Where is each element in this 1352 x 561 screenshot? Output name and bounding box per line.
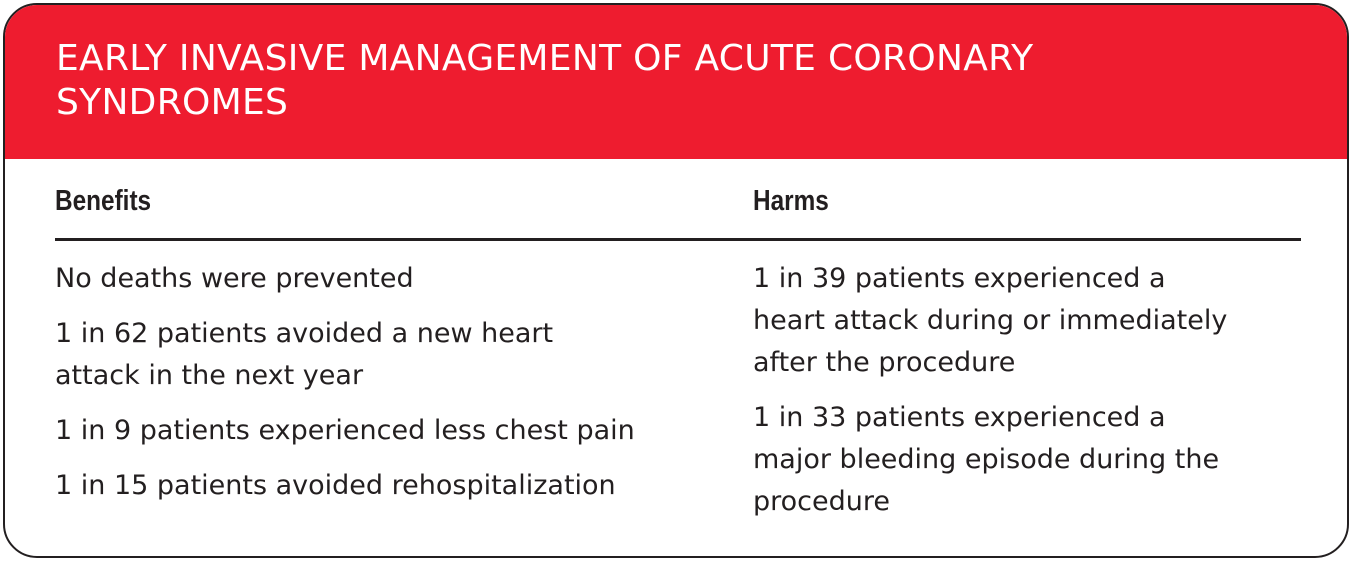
harm-item-line: procedure bbox=[753, 486, 890, 517]
harm-item-line: major bleeding episode during the bbox=[753, 444, 1220, 475]
benefit-item bbox=[55, 465, 753, 507]
harm-item-line: 1 in 33 patients experienced a bbox=[753, 402, 1166, 433]
benefit-item bbox=[55, 258, 753, 300]
harm-item-line: heart attack during or immediately bbox=[753, 305, 1228, 336]
benefits-list bbox=[55, 258, 753, 520]
benefit-item-line: 1 in 62 patients avoided a new heart bbox=[55, 318, 554, 349]
harm-item bbox=[753, 397, 1301, 523]
benefits-divider bbox=[55, 238, 753, 241]
benefit-item-line: 1 in 15 patients avoided rehospitalization bbox=[55, 470, 616, 501]
benefit-item-line: attack in the next year bbox=[55, 360, 364, 391]
benefit-item-line: No deaths were prevented bbox=[55, 263, 414, 294]
benefit-item-line: 1 in 9 patients experienced less chest pain bbox=[55, 415, 635, 446]
benefit-item bbox=[55, 313, 753, 397]
card-title-line-2: SYNDROMES bbox=[56, 82, 289, 123]
harms-heading: Harms bbox=[753, 185, 829, 217]
harm-item-line: after the procedure bbox=[753, 347, 1016, 378]
title-banner bbox=[5, 5, 1347, 159]
card-title bbox=[56, 37, 1256, 125]
card-title-line-1: EARLY INVASIVE MANAGEMENT OF ACUTE CORONARY bbox=[56, 38, 1034, 79]
harm-item-line: 1 in 39 patients experienced a bbox=[753, 263, 1166, 294]
benefits-heading: Benefits bbox=[55, 185, 152, 217]
harms-divider bbox=[753, 238, 1301, 241]
harms-list bbox=[753, 258, 1301, 536]
benefit-item bbox=[55, 410, 753, 452]
harm-item bbox=[753, 258, 1301, 384]
summary-card bbox=[3, 3, 1349, 558]
